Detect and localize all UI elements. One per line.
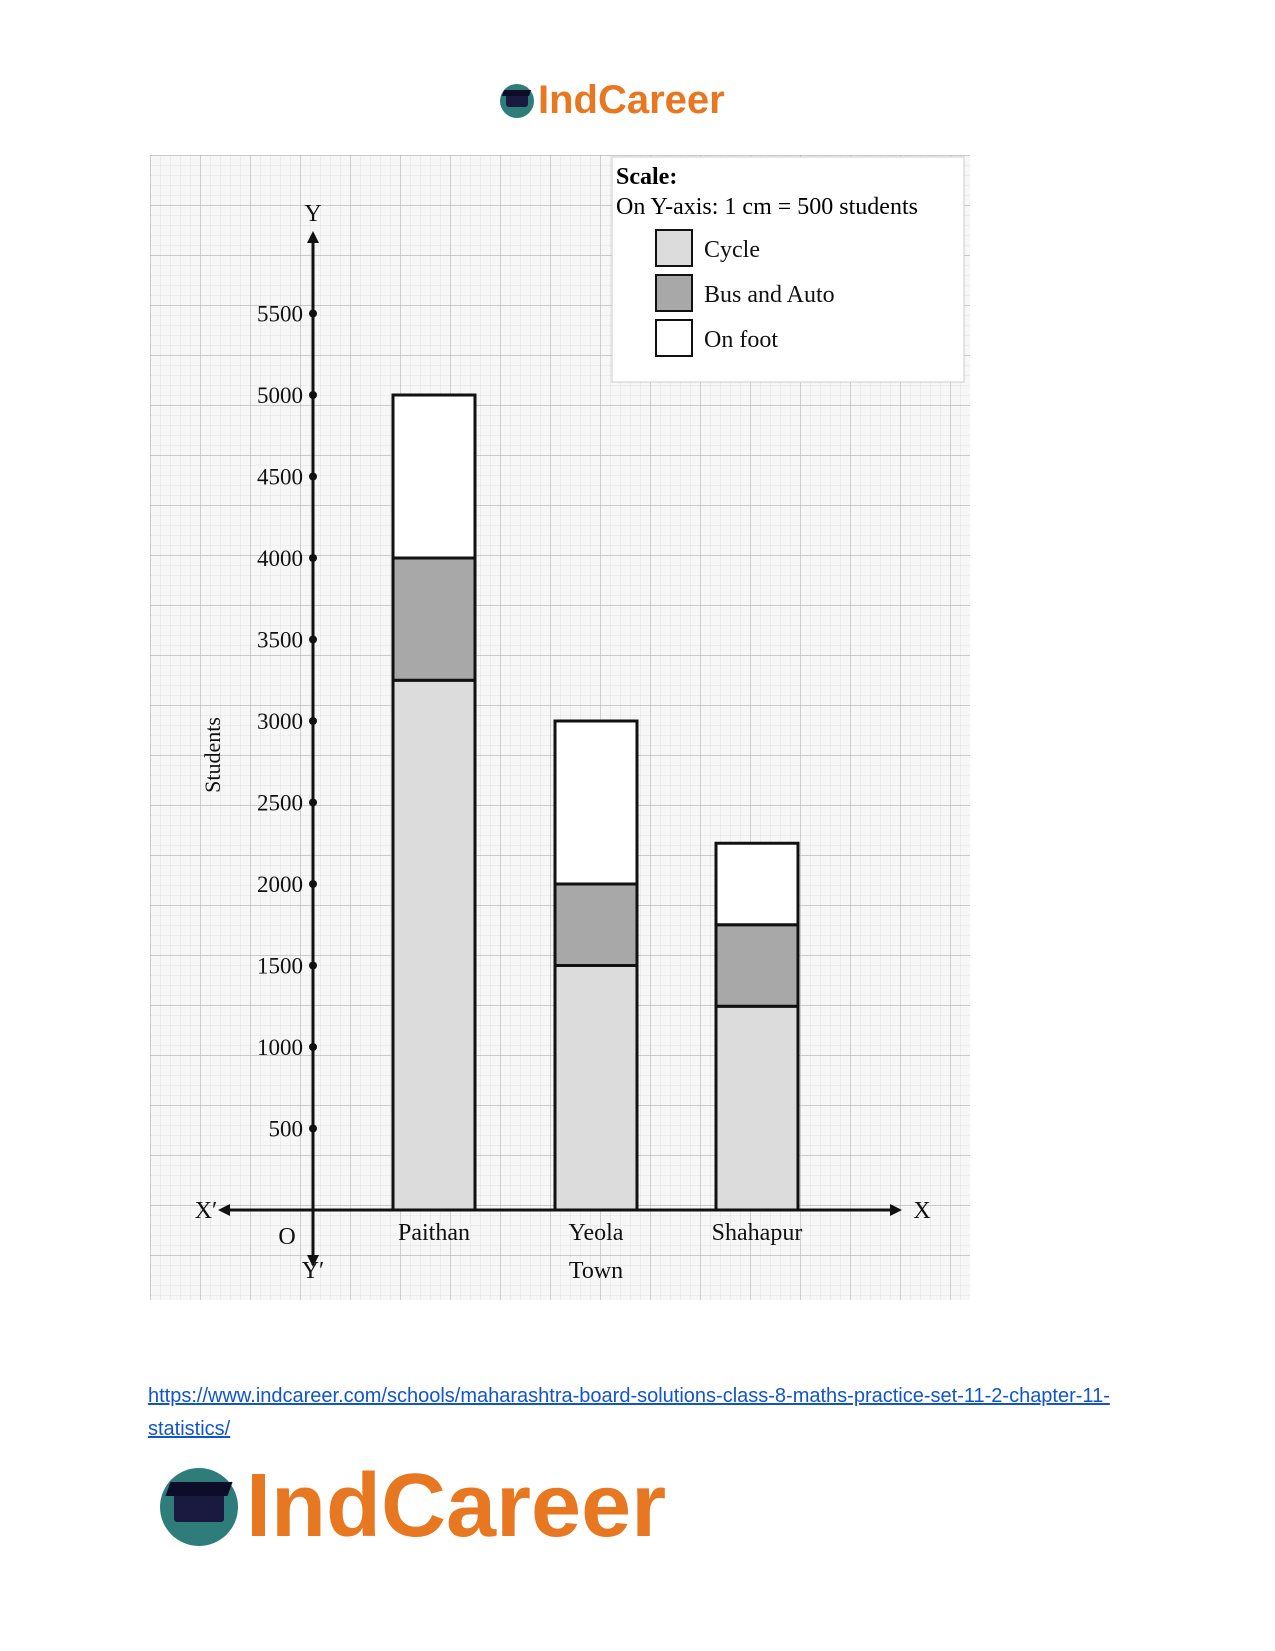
y-tick-label: 3000	[257, 709, 303, 734]
bar-segment-shahapur-on-foot	[716, 843, 798, 925]
y-tick-mark	[309, 717, 317, 725]
brand-name-large: IndCareer	[246, 1456, 667, 1556]
y-tick-mark	[309, 310, 317, 318]
y-tick-mark	[309, 554, 317, 562]
bar-segment-shahapur-cycle	[716, 1006, 798, 1210]
y-tick-label: 1500	[257, 953, 303, 979]
y-tick-mark	[309, 799, 317, 807]
brand-logo-top	[500, 78, 725, 123]
y-tick-label: 4500	[257, 464, 303, 490]
legend-swatch-bus-and-auto	[656, 275, 692, 311]
x-tick-label: Yeola	[568, 1220, 624, 1246]
stacked-bar-chart	[150, 155, 970, 1300]
legend-label-on-foot: On foot	[704, 327, 778, 353]
bar-segment-yeola-town-on-foot	[555, 721, 637, 884]
x-tick-label: Shahapur	[711, 1220, 803, 1246]
x-tick-label: Town	[568, 1258, 624, 1284]
legend-label-cycle: Cycle	[704, 237, 760, 263]
origin-label: O	[278, 1224, 296, 1250]
y-tick-label: 5000	[257, 383, 303, 408]
y-tick-mark	[309, 391, 317, 399]
y-tick-label: 500	[268, 1116, 303, 1142]
x-axis-letter: X	[913, 1198, 931, 1224]
y-tick-mark	[309, 962, 317, 970]
y-axis-letter: Y	[304, 201, 322, 227]
brand-logo-bottom	[160, 1455, 666, 1558]
x-tick-label: Paithan	[398, 1220, 470, 1246]
y-tick-label: 3500	[257, 627, 303, 653]
source-link[interactable]: https://www.indcareer.com/schools/maharashtra-board-solutions-class-8-maths-practice-set-11-2-chapter-11-statistics/	[148, 1385, 1110, 1440]
bar-segment-shahapur-bus-and-auto	[716, 925, 798, 1007]
legend-label-bus-and-auto: Bus and Auto	[704, 282, 835, 308]
scale-title: Scale:	[616, 164, 678, 190]
y-tick-mark	[309, 636, 317, 644]
scale-text: On Y-axis: 1 cm = 500 students	[616, 194, 918, 220]
y-tick-mark	[309, 473, 317, 481]
bar-segment-yeola-town-cycle	[555, 966, 637, 1211]
y-neg-axis-letter: Y′	[301, 1258, 325, 1284]
y-tick-label: 4000	[257, 546, 303, 571]
legend-swatch-cycle	[656, 230, 692, 266]
y-tick-mark	[309, 1043, 317, 1051]
y-tick-label: 2000	[257, 872, 303, 897]
y-tick-label: 5500	[257, 301, 303, 327]
bar-segment-paithan-on-foot	[393, 395, 475, 558]
graduation-cap-icon	[500, 84, 534, 118]
graduation-cap-icon	[160, 1468, 238, 1546]
legend-swatch-on-foot	[656, 320, 692, 356]
bar-segment-paithan-bus-and-auto	[393, 558, 475, 680]
y-tick-mark	[309, 1125, 317, 1133]
bar-segment-paithan-cycle	[393, 680, 475, 1210]
x-neg-axis-letter: X′	[194, 1198, 218, 1224]
brand-name: IndCareer	[538, 78, 725, 122]
y-tick-mark	[309, 880, 317, 888]
y-axis-title: Students	[200, 717, 225, 793]
y-tick-label: 2500	[257, 790, 303, 816]
y-tick-label: 1000	[257, 1035, 303, 1060]
bar-segment-yeola-town-bus-and-auto	[555, 884, 637, 966]
